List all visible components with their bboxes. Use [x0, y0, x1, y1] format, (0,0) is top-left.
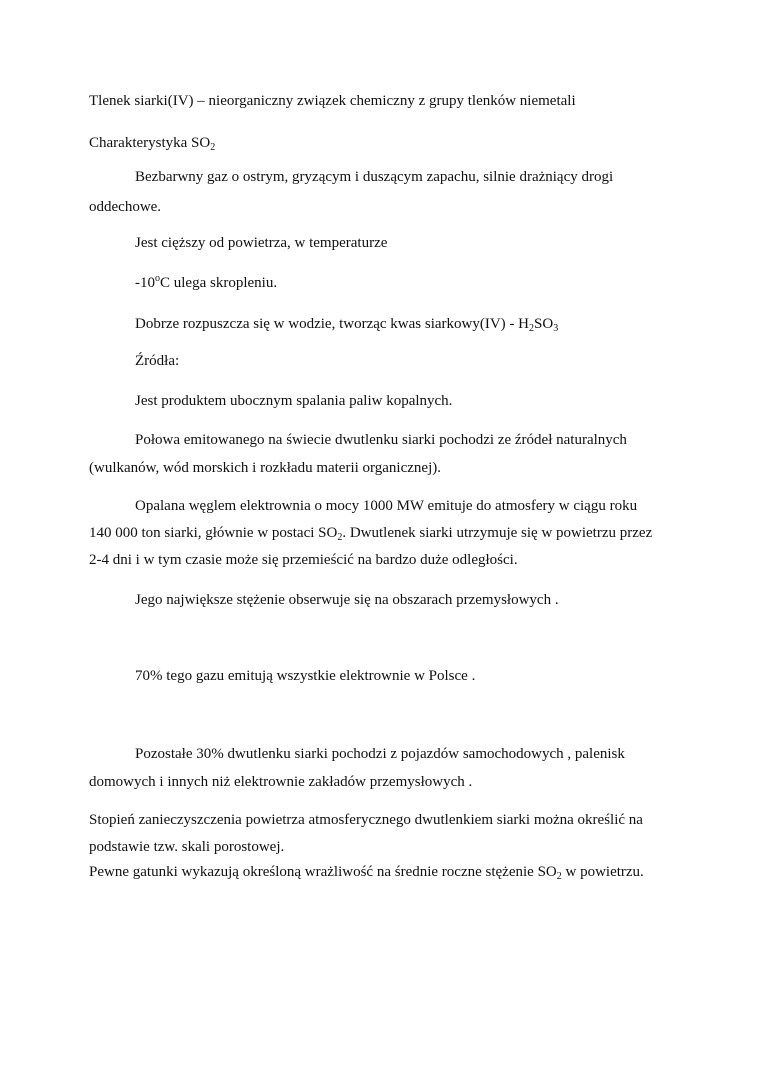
- paragraph-line: Jego największe stężenie obserwuje się na obszarach przemysłowych .: [135, 592, 559, 608]
- paragraph-line: Bezbarwny gaz o ostrym, gryzącym i duszącym zapachu, silnie drażniący drogi: [135, 169, 614, 185]
- paragraph-line: Stopień zanieczyszczenia powietrza atmosferycznego dwutlenkiem siarki można określić na: [89, 812, 643, 828]
- paragraph-line: oddechowe.: [89, 199, 162, 215]
- paragraph-line: Pozostałe 30% dwutlenku siarki pochodzi z pojazdów samochodowych , palenisk: [135, 746, 625, 762]
- paragraph-line: Jest produktem ubocznym spalania paliw kopalnych.: [135, 393, 453, 409]
- paragraph-line: Jest cięższy od powietrza, w temperaturze: [135, 235, 388, 251]
- paragraph-line: Opalana węglem elektrownia o mocy 1000 MW emituje do atmosfery w ciągu roku: [135, 498, 638, 514]
- paragraph-line: Źródła:: [135, 353, 180, 369]
- paragraph-line: Dobrze rozpuszcza się w wodzie, tworząc kwas siarkowy(IV) - $H_2SO_3$: [135, 316, 559, 334]
- title-line: Tlenek siarki(IV) – nieorganiczny związek chemiczny z grupy tlenków niemetali: [89, 93, 576, 109]
- paragraph-line: podstawie tzw. skali porostowej.: [89, 839, 285, 855]
- section-heading: Charakterystyka $SO_2$: [89, 135, 216, 153]
- paragraph-line: domowych i innych niż elektrownie zakładów przemysłowych .: [89, 774, 473, 790]
- paragraph-line: (wulkanów, wód morskich i rozkładu materii organicznej).: [89, 460, 441, 476]
- paragraph-line: Pewne gatunki wykazują określoną wrażliwość na średnie roczne stężenie $SO_2$ w powietrzu.: [89, 864, 644, 882]
- paragraph-line: Połowa emitowanego na świecie dwutlenku siarki pochodzi ze źródeł naturalnych: [135, 432, 627, 448]
- paragraph-line: -10$^o$C ulega skropleniu.: [135, 273, 278, 291]
- paragraph-line: 70% tego gazu emitują wszystkie elektrownie w Polsce .: [135, 668, 476, 684]
- paragraph-line: 2-4 dni i w tym czasie może się przemieścić na bardzo duże odległości.: [89, 552, 518, 568]
- paragraph-line: 140 000 ton siarki, głównie w postaci $SO_2$. Dwutlenek siarki utrzymuje się w powietrzu przez: [89, 525, 653, 543]
